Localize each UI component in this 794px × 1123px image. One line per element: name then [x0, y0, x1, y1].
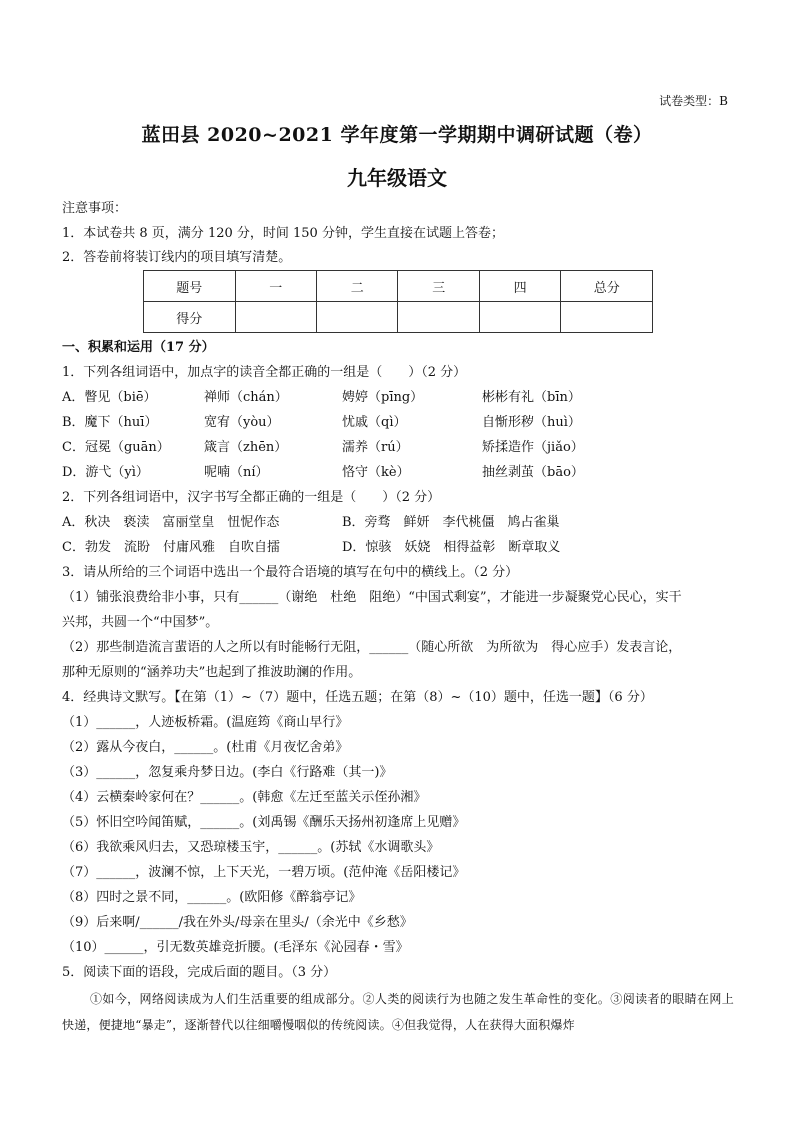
q1-option-b-4: 自惭形秽（huì）	[482, 415, 581, 430]
q2-option-b: B．旁骛 鲜妍 李代桃僵 鸠占雀巢	[342, 515, 560, 530]
q2-option-a: A．秋决 亵渎 富丽堂皇 忸怩作态	[62, 515, 280, 530]
q3-stem: 3．请从所给的三个词语中选出一个最符合语境的填写在句中的横线上。（2 分）	[62, 565, 519, 580]
score-header-cell: 三	[398, 271, 479, 302]
score-input-cell[interactable]	[398, 302, 479, 333]
q1-option-d-2: 呢喃（ní）	[204, 465, 269, 480]
q5-stem: 5．阅读下面的语段，完成后面的题目。（3 分）	[62, 965, 337, 980]
score-header-cell: 题号	[144, 271, 236, 302]
q3-line-3: （2）那些制造流言蜚语的人之所以有时能畅行无阻，______（随心所欲 为所欲为 得心应手）发表言论，	[62, 640, 682, 655]
q4-stem: 4．经典诗文默写。【在第（1）~（7）题中，任选五题；在第（8）~（10）题中，任选一题】（6 分）	[62, 690, 653, 705]
q4-item: （8）四时之景不同，______。(欧阳修《醉翁亭记》	[62, 890, 362, 905]
score-header-cell: 四	[479, 271, 560, 302]
q4-item: （6）我欲乘风归去，又恐琼楼玉宇，______。(苏轼《水调歌头》	[62, 840, 440, 855]
paper-type-label: 试卷类型：B	[659, 94, 728, 108]
q2-option-d: D．惊骇 妖娆 相得益彰 断章取义	[342, 540, 561, 555]
note-item-2: 2．答卷前将装订线内的项目填写清楚。	[62, 250, 292, 265]
q1-option-a-1: A．瞥见（biē）	[62, 390, 157, 405]
score-table-header-row	[144, 271, 653, 302]
q5-passage-text: ①如今，网络阅读成为人们生活重要的组成部分。②人类的阅读行为也随之发生革命性的变化。③阅读者的眼睛在网上快递，便捷地“暴走”，逐渐替代以往细嚼慢咽似的传统阅读。④但我觉得，人在获得大面积爆炸	[62, 992, 734, 1032]
q4-item: （5）怀旧空吟闻笛赋，______。(刘禹锡《酬乐天扬州初逢席上见赠》	[62, 815, 466, 830]
q2-option-c: C．勃发 流盼 付庸风雅 自吹自擂	[62, 540, 280, 555]
q1-option-b-1: B．魔下（huī）	[62, 415, 158, 430]
q1-option-b-3: 忧戚（qì）	[342, 415, 407, 430]
q4-item: （10）______，引无数英雄竞折腰。(毛泽东《沁园春・雪》	[62, 940, 409, 955]
q1-option-d-1: D．游弋（yì）	[62, 465, 149, 480]
score-table-score-row	[144, 302, 653, 333]
q4-item: （9）后来啊/______/我在外头/母亲在里头/（余光中《乡愁》	[62, 915, 413, 930]
exam-title: 蓝田县 2020~2021 学年度第一学期期中调研试题（卷）	[141, 124, 653, 146]
score-input-cell[interactable]	[479, 302, 560, 333]
q5-passage	[62, 986, 734, 1038]
score-input-cell[interactable]	[561, 302, 653, 333]
subject-title: 九年级语文	[347, 166, 447, 190]
q1-option-a-4: 彬彬有礼（bīn）	[482, 390, 581, 405]
score-header-cell: 一	[235, 271, 316, 302]
score-input-cell[interactable]	[235, 302, 316, 333]
q1-option-c-3: 濡养（rú）	[342, 440, 409, 455]
q1-option-a-3: 娉婷（pīng）	[342, 390, 424, 405]
score-header-cell: 二	[317, 271, 398, 302]
q2-stem: 2．下列各组词语中，汉字书写全都正确的一组是（ ）（2 分）	[62, 490, 441, 505]
q3-line-4: 那种无原则的“涵养功夫”也起到了推波助澜的作用。	[62, 665, 362, 680]
q1-option-d-3: 恪守（kè）	[342, 465, 410, 480]
q3-line-1: （1）铺张浪费给非小事，只有______（谢绝 杜绝 阻绝）“中国式剩宴”，才能进一步凝聚党心民心，实干	[62, 590, 682, 605]
score-row-label: 得分	[144, 302, 236, 333]
q4-item: （2）露从今夜白，______。(杜甫《月夜忆舍弟》	[62, 740, 349, 755]
notes-heading: 注意事项：	[62, 201, 128, 216]
q4-item: （7）______，波澜不惊，上下天光，一碧万顷。(范仲淹《岳阳楼记》	[62, 865, 466, 880]
score-table	[143, 270, 653, 333]
section-1-heading: 一、积累和运用（17 分）	[62, 340, 215, 355]
q1-option-a-2: 禅师（chán）	[204, 390, 288, 405]
q3-line-2: 兴邦，共圆一个“中国梦”。	[62, 615, 219, 630]
score-header-cell: 总分	[561, 271, 653, 302]
q1-option-b-2: 宽宥（yòu）	[204, 415, 280, 430]
q1-option-c-4: 矫揉造作（jiǎo）	[482, 440, 584, 455]
q4-item: （4）云横秦岭家何在？______。(韩愈《左迁至蓝关示侄孙湘》	[62, 790, 427, 805]
q1-stem: 1．下列各组词语中，加点字的读音全都正确的一组是（ ）（2 分）	[62, 365, 467, 380]
note-item-1: 1．本试卷共 8 页，满分 120 分，时间 150 分钟，学生直接在试题上答卷；	[62, 226, 504, 241]
q1-option-d-4: 抽丝剥茧（bāo）	[482, 465, 584, 480]
q1-option-c-2: 箴言（zhēn）	[204, 440, 288, 455]
q4-item: （3）______，忽复乘舟梦日边。(李白《行路难（其一)》	[62, 765, 393, 780]
q4-item: （1）______，人迹板桥霜。(温庭筠《商山早行》	[62, 715, 349, 730]
q1-option-c-1: C．冠冕（guān）	[62, 440, 170, 455]
score-input-cell[interactable]	[317, 302, 398, 333]
